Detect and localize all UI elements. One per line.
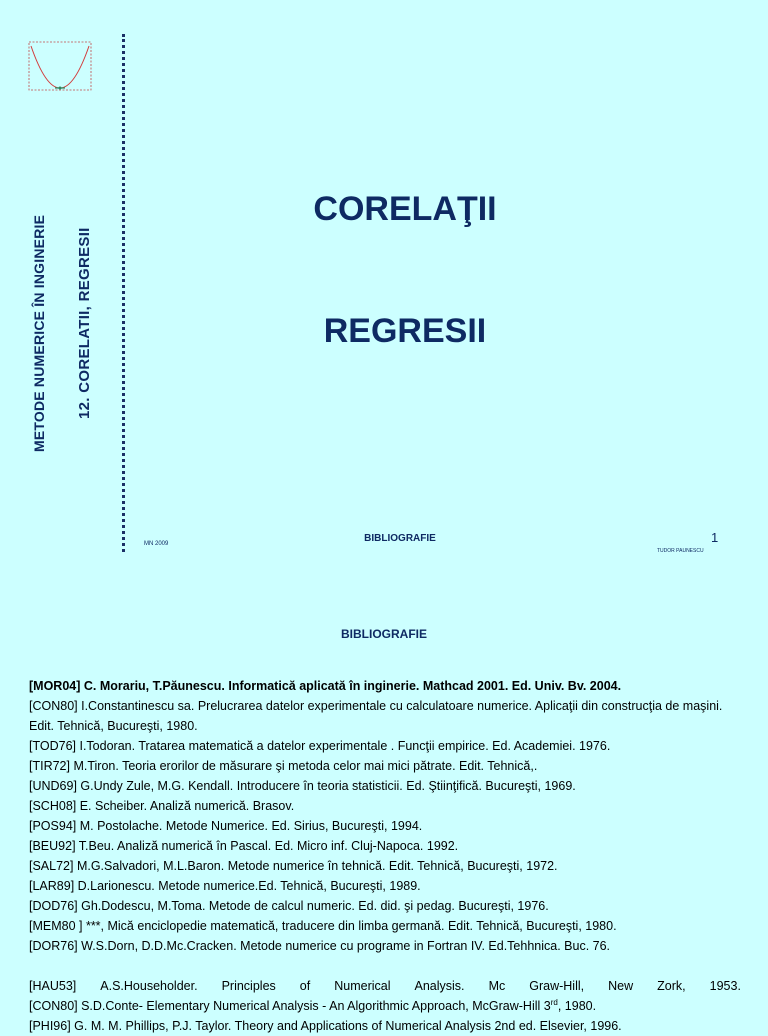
- reference-item: [BEU92] T.Beu. Analiză numerică în Pascal. Ed. Micro inf. Cluj-Napoca. 1992.: [29, 839, 459, 853]
- reference-item: [MEM80 ] ***, Mică enciclopedie matematică, traducere din limba germană. Edit. Tehnică, Bucureşti, 1980.: [29, 919, 617, 933]
- reference-item: [TIR72] M.Tiron. Teoria erorilor de măsurare şi metoda celor mai mici pătrate. Edit. Tehnică,.: [29, 759, 538, 773]
- reference-item: [TOD76] I.Todoran. Tratarea matematică a datelor experimentale . Funcţii empirice. Ed. Academiei. 1976.: [29, 739, 611, 753]
- reference-item: [LAR89] D.Larionescu. Metode numerice.Ed. Tehnică, Bucureşti, 1989.: [29, 879, 421, 893]
- reference-item: [DOD76] Gh.Dodescu, M.Toma. Metode de calcul numeric. Ed. did. şi pedag. Bucureşti, 1976.: [29, 899, 549, 913]
- parabola-plot-icon: [27, 40, 93, 94]
- reference-item: [PHI96] G. M. M. Phillips, P.J. Taylor. Theory and Applications of Numerical Analysis 2nd ed. Elsevier, 1996.: [29, 1019, 622, 1033]
- reference-list: [29, 676, 741, 1036]
- reference-item: [SCH08] E. Scheiber. Analiză numerică. Brasov.: [29, 799, 295, 813]
- reference-item-justified: [HAU53] A.S.Householder. Principles of Numerical Analysis. Mc Graw-Hill, New Zork, 1953.: [29, 979, 741, 993]
- bibliography-heading: BIBLIOGRAFIE: [341, 627, 427, 641]
- footer-date: MN 2009: [144, 541, 169, 547]
- slide-title-line-2: REGRESII: [323, 312, 487, 350]
- reference-item: [DOR76] W.S.Dorn, D.D.Mc.Cracken. Metode numerice cu programe in Fortran IV. Ed.Tehhnica. Buc. 76.: [29, 939, 611, 953]
- reference-item: [CON80] I.Constantinescu sa. Prelucrarea datelor experimentale cu calculatoare numerice. Aplicaţii din construcţia de maşini. Edit. Tehnică, Bucureşti, 1980.: [29, 699, 723, 733]
- vertical-dotted-divider: [122, 34, 125, 552]
- footer-section: BIBLIOGRAFIE: [364, 533, 436, 544]
- page-number: 1: [711, 530, 719, 545]
- reference-item: [MOR04] C. Morariu, T.Păunescu. Informatică aplicată în inginerie. Mathcad 2001. Ed. Univ. Bv. 2004.: [29, 679, 622, 693]
- reference-item: [SAL72] M.G.Salvadori, M.L.Baron. Metode numerice în tehnică. Edit. Tehnică, Bucureşti, 1972.: [29, 859, 558, 873]
- footer-author: TUDOR PAUNESCU: [657, 548, 704, 554]
- course-title-vertical: METODE NUMERICE ÎN INGINERIE: [31, 214, 47, 452]
- slide-title-line-1: CORELAŢII: [313, 190, 497, 228]
- chapter-title-vertical: 12. CORELATII, REGRESII: [76, 227, 93, 419]
- reference-item: [POS94] M. Postolache. Metode Numerice. Ed. Sirius, Bucureşti, 1994.: [29, 819, 423, 833]
- reference-item: [CON80] S.D.Conte- Elementary Numerical Analysis - An Algorithmic Approach, McGraw-Hill 3rd, 1980.: [29, 997, 597, 1013]
- reference-item: [UND69] G.Undy Zule, M.G. Kendall. Introducere în teoria statisticii. Ed. Ştiinţifică. Bucureşti, 1969.: [29, 779, 576, 793]
